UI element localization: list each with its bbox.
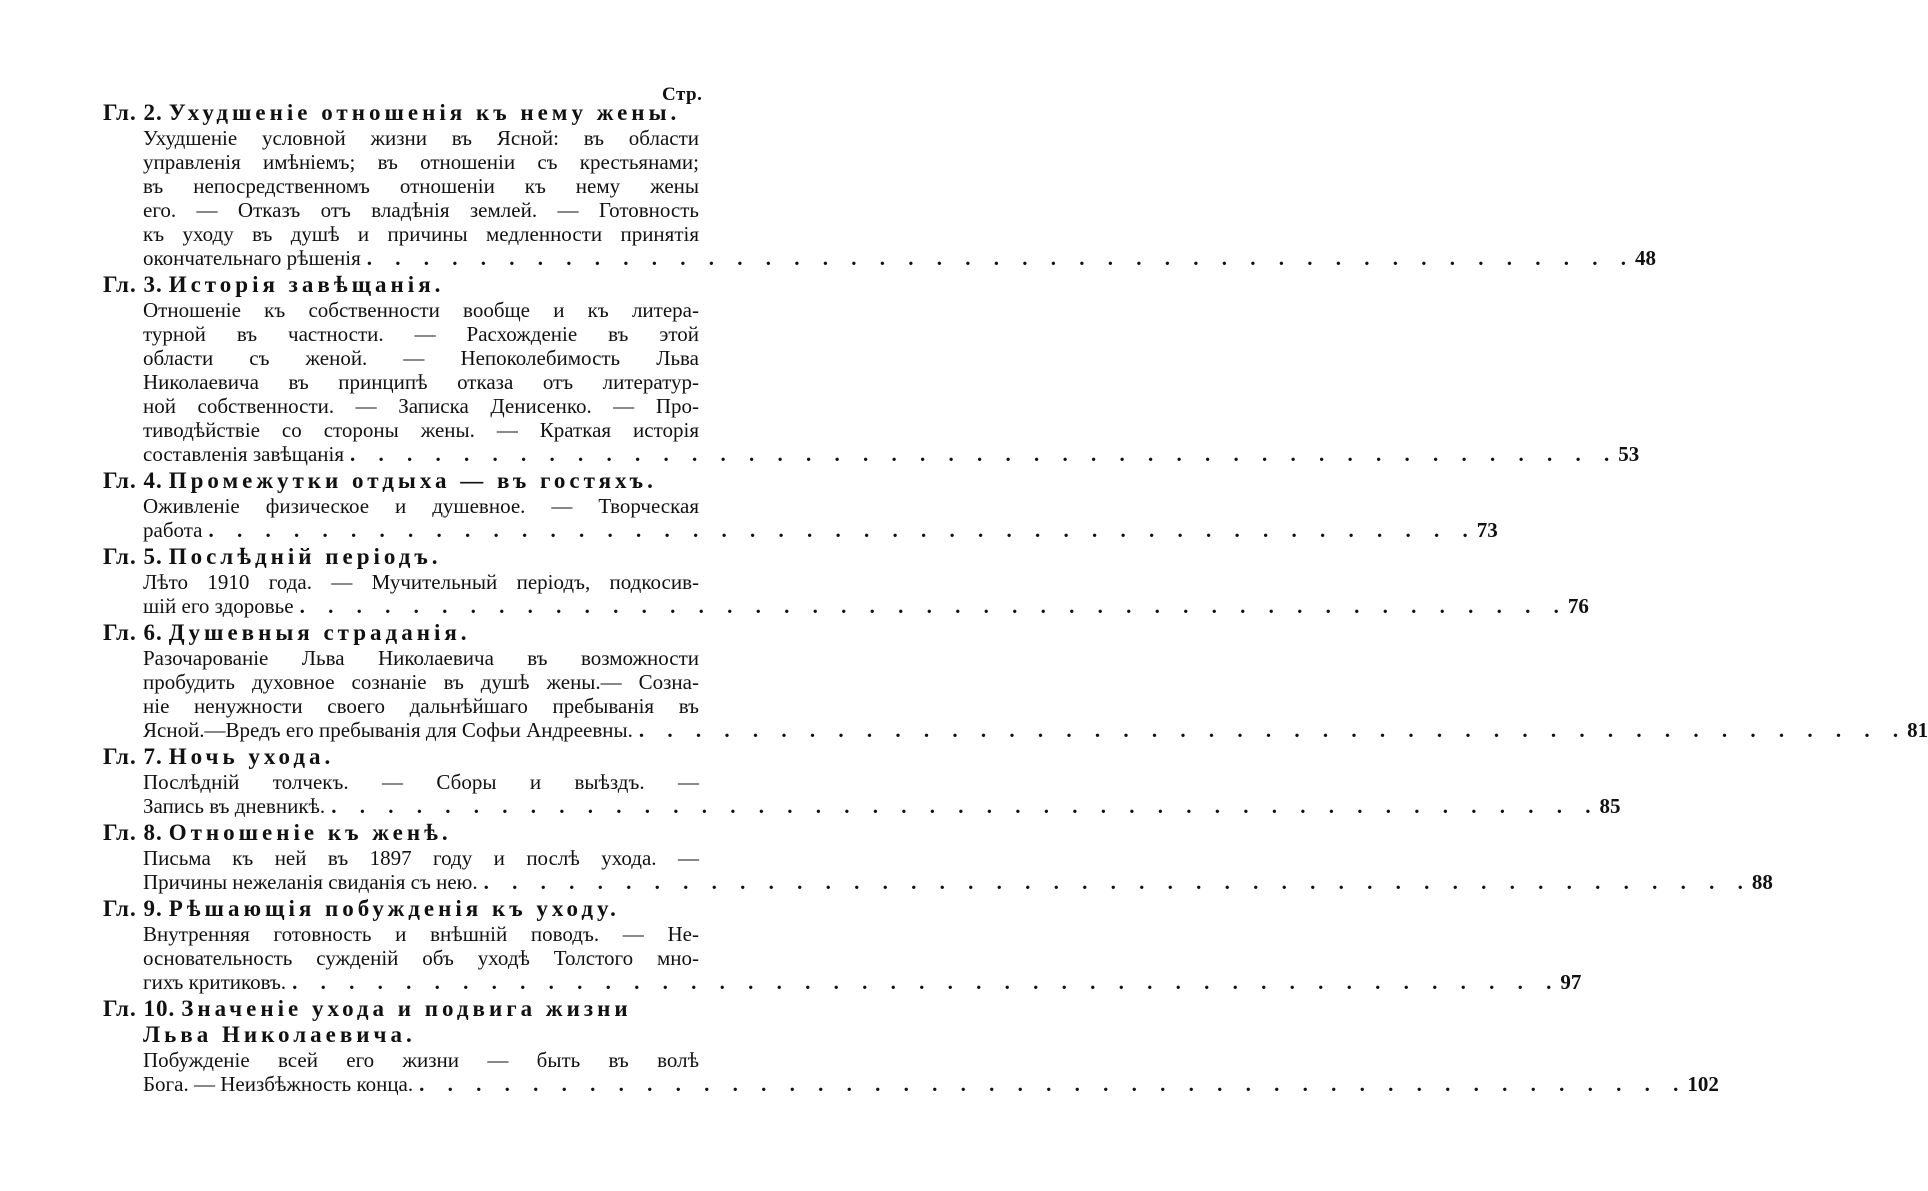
chapter-summary [103, 646, 1928, 742]
page-number: 88 [1751, 870, 1773, 894]
chapter-title: Ночь ухода. [168, 744, 335, 769]
chapter-heading [103, 820, 699, 846]
chapter-number: Гл. 3. [103, 272, 163, 297]
summary-line: его. — Отказъ отъ владѣнія землей. — Готовность [143, 198, 699, 222]
summary-line-end: Причины нежеланія свиданія съ нею. [143, 870, 478, 894]
chapter-heading [103, 620, 699, 646]
summary-last-line [143, 1072, 1719, 1096]
chapter-summary [103, 770, 1621, 818]
chapter-title-continued [103, 1022, 699, 1048]
page-number: 73 [1476, 518, 1498, 542]
chapter-heading [103, 272, 699, 298]
chapter-heading [103, 996, 699, 1022]
chapter-number: Гл. 8. [103, 820, 163, 845]
toc-entry [103, 620, 1928, 742]
chapter-title: Душевныя страданія. [168, 620, 471, 645]
toc-entry [103, 820, 1773, 894]
summary-line-end: работа [143, 518, 203, 542]
chapter-number: Гл. 6. [103, 620, 163, 645]
dot-leader: . . . . . . . . . . . . . . . . . . . . . . . . . . . . . . . . . . . . . . . . . . . . . [350, 442, 1619, 466]
summary-line: турной въ частности. — Расхожденіе въ этой [143, 322, 699, 346]
summary-line: Ухудшеніе условной жизни въ Ясной: въ области [143, 126, 699, 150]
summary-line-end: Ясной.—Вредъ его пребыванія для Софьи Андреевны. [143, 718, 633, 742]
dot-leader: . . . . . . . . . . . . . . . . . . . . . . . . . . . . . . . . . . . . . . . . . . . . . [299, 594, 1568, 618]
chapter-title: Ухудшеніе отношенія къ нему жены. [168, 100, 681, 125]
dot-leader: . . . . . . . . . . . . . . . . . . . . . . . . . . . . . . . . . . . . . . . . . . . . . [292, 970, 1561, 994]
summary-line: въ непосредственномъ отношеніи къ нему жены [143, 174, 699, 198]
page-number: 97 [1560, 970, 1582, 994]
summary-line: къ уходу въ душѣ и причины медленности принятія [143, 222, 699, 246]
chapter-number: Гл. 9. [103, 896, 163, 921]
summary-line: Разочарованіе Льва Николаевича въ возможности [143, 646, 699, 670]
summary-line-end: составленія завѣщанія [143, 442, 344, 466]
toc-entry [103, 744, 1621, 818]
page-column-header: Стр. [662, 84, 703, 105]
chapter-title: Отношеніе къ женѣ. [168, 820, 452, 845]
dot-leader: . . . . . . . . . . . . . . . . . . . . . . . . . . . . . . . . . . . . . . . . . . . . . [208, 518, 1477, 542]
chapter-heading [103, 896, 699, 922]
chapter-summary [103, 922, 1582, 994]
chapter-number: Гл. 4. [103, 468, 163, 493]
summary-last-line [143, 518, 1498, 542]
chapter-number: Гл. 5. [103, 544, 163, 569]
table-of-contents [103, 100, 1928, 1098]
toc-entry [103, 100, 1657, 270]
chapter-summary [103, 570, 1589, 618]
summary-last-line [143, 870, 1773, 894]
summary-line: управленія имѣніемъ; въ отношеніи съ крестьянами; [143, 150, 699, 174]
chapter-heading [103, 100, 699, 126]
toc-entry [103, 996, 1719, 1096]
chapter-summary [103, 1048, 1719, 1096]
summary-line-end: гихъ критиковъ. [143, 970, 287, 994]
chapter-summary [103, 494, 1498, 542]
page-number: 102 [1687, 1072, 1719, 1096]
summary-line: Оживленіе физическое и душевное. — Творческая [143, 494, 699, 518]
page-number: 76 [1567, 594, 1589, 618]
chapter-title: Послѣдній періодъ. [168, 544, 442, 569]
dot-leader: . . . . . . . . . . . . . . . . . . . . . . . . . . . . . . . . . . . . . . . . . . . . . [483, 870, 1752, 894]
toc-entry [103, 468, 1498, 542]
summary-line: области съ женой. — Непоколебимость Льва [143, 346, 699, 370]
chapter-summary [103, 298, 1640, 466]
summary-line: пробудить духовное сознаніе въ душѣ жены.— Созна- [143, 670, 699, 694]
summary-line: Побужденіе всей его жизни — быть въ волѣ [143, 1048, 699, 1072]
chapter-title-line2: Льва Николаевича. [143, 1022, 416, 1047]
summary-line-end: Запись въ дневникѣ. [143, 794, 326, 818]
chapter-heading [103, 744, 699, 770]
dot-leader: . . . . . . . . . . . . . . . . . . . . . . . . . . . . . . . . . . . . . . . . . . . . . [419, 1072, 1688, 1096]
chapter-summary [103, 846, 1773, 894]
chapter-number: Гл. 10. [103, 996, 176, 1021]
chapter-summary [103, 126, 1657, 270]
chapter-title: Исторія завѣщанія. [168, 272, 445, 297]
summary-line-end: шій его здоровье [143, 594, 294, 618]
summary-last-line [143, 970, 1582, 994]
page-number: 48 [1635, 246, 1657, 270]
summary-line: Внутренняя готовность и внѣшній поводъ. — Не- [143, 922, 699, 946]
chapter-title: Значеніе ухода и подвига жизни [181, 996, 632, 1021]
chapter-title: Промежутки отдыха — въ гостяхъ. [168, 468, 657, 493]
summary-line: тиводѣйствіе со стороны жены. — Краткая исторія [143, 418, 699, 442]
toc-entry [103, 544, 1589, 618]
summary-line: Николаевича въ принципѣ отказа отъ литератур- [143, 370, 699, 394]
summary-last-line [143, 442, 1640, 466]
dot-leader: . . . . . . . . . . . . . . . . . . . . . . . . . . . . . . . . . . . . . . . . . . . . . [331, 794, 1600, 818]
summary-line: ной собственности. — Записка Денисенко. — Про- [143, 394, 699, 418]
chapter-number: Гл. 7. [103, 744, 163, 769]
dot-leader: . . . . . . . . . . . . . . . . . . . . . . . . . . . . . . . . . . . . . . . . . . . . . [638, 718, 1908, 742]
page-number: 53 [1618, 442, 1640, 466]
chapter-heading [103, 468, 699, 494]
toc-entry [103, 896, 1582, 994]
summary-line-end: Бога. — Неизбѣжность конца. [143, 1072, 414, 1096]
dot-leader: . . . . . . . . . . . . . . . . . . . . . . . . . . . . . . . . . . . . . . . . . . . . . [366, 246, 1636, 270]
summary-last-line [143, 246, 1657, 270]
summary-line: Послѣдній толчекъ. — Сборы и выѣздъ. — [143, 770, 699, 794]
summary-line: Отношеніе къ собственности вообще и къ литера- [143, 298, 699, 322]
chapter-number: Гл. 2. [103, 100, 163, 125]
summary-last-line [143, 594, 1589, 618]
summary-line-end: окончательнаго рѣшенія [143, 246, 361, 270]
page-number: 85 [1599, 794, 1621, 818]
summary-line: Письма къ ней въ 1897 году и послѣ ухода. — [143, 846, 699, 870]
page-number: 81 [1907, 718, 1928, 742]
summary-line: основательность сужденій объ уходѣ Толстого мно- [143, 946, 699, 970]
summary-line: Лѣто 1910 года. — Мучительный періодъ, подкосив- [143, 570, 699, 594]
chapter-title: Рѣшающія побужденія къ уходу. [168, 896, 620, 921]
chapter-heading [103, 544, 699, 570]
summary-last-line [143, 718, 1928, 742]
summary-line: ніе ненужности своего дальнѣйшаго пребыванія въ [143, 694, 699, 718]
toc-entry [103, 272, 1640, 466]
summary-last-line [143, 794, 1621, 818]
